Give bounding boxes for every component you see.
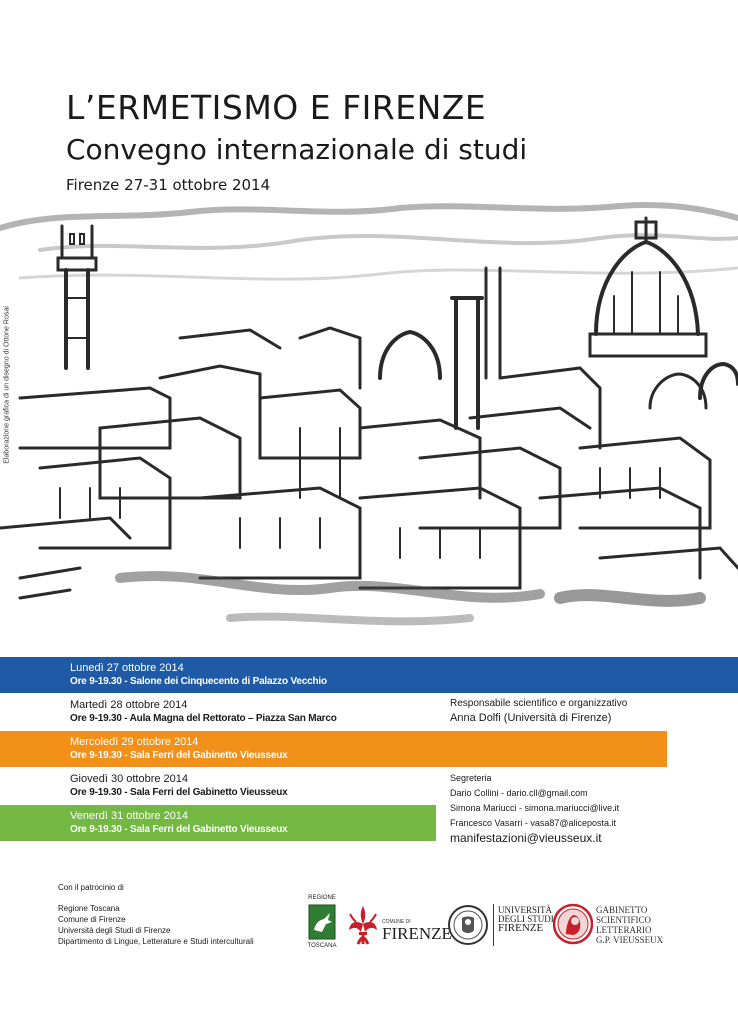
unifi-text-2: DEGLI STUDI	[498, 914, 554, 924]
program-day-5	[0, 805, 436, 841]
comune-logo-big-text: FIRENZE	[382, 924, 452, 943]
program-day-4-date: Giovedì 30 ottobre 2014	[70, 773, 189, 785]
florence-sketch-illustration	[0, 198, 738, 653]
unifi-logo-text	[498, 906, 554, 933]
program-day-2	[0, 694, 436, 730]
segreteria-contact: Francesco Vasarri - vasa87@aliceposta.it	[450, 818, 617, 828]
gab-text-4: G.P. VIEUSSEUX	[596, 935, 664, 945]
unifi-text-1: UNIVERSITÀ	[498, 905, 552, 915]
program-day-5-date: Venerdì 31 ottobre 2014	[70, 810, 189, 822]
segreteria-block	[450, 771, 619, 831]
program-day-3-date: Mercoledì 29 ottobre 2014	[70, 736, 199, 748]
responsabile-label: Responsabile scientifico e organizzativo	[450, 698, 628, 709]
program-day-4	[0, 768, 436, 804]
gabinetto-vieusseux-logo	[553, 900, 673, 950]
unifi-divider	[493, 904, 495, 946]
comune-firenze-logo	[346, 902, 452, 950]
contact-email[interactable]: manifestazioni@vieusseux.it	[450, 831, 602, 845]
patrocinio-block	[58, 882, 254, 947]
program-day-5-place: Ore 9-19.30 - Sala Ferri del Gabinetto Vieusseux	[70, 824, 288, 835]
program-day-1	[0, 657, 738, 693]
program-day-1-place: Ore 9-19.30 - Salone dei Cinquecento di Palazzo Vecchio	[70, 676, 327, 687]
poster-title: L’ERMETISMO E FIRENZE	[66, 88, 487, 127]
responsabile-name: Anna Dolfi (Università di Firenze)	[450, 712, 612, 724]
program-day-4-place: Ore 9-19.30 - Sala Ferri del Gabinetto Vieusseux	[70, 787, 288, 798]
vieusseux-portrait-icon	[553, 902, 593, 946]
unifi-seal-icon	[446, 904, 490, 946]
program-day-3	[0, 731, 667, 767]
illustration-credit-text: Elaborazione grafica di un disegno di Ottone Rosai	[3, 306, 11, 464]
program-day-3-place: Ore 9-19.30 - Sala Ferri del Gabinetto Vieusseux	[70, 750, 288, 761]
patrocinio-entity: Comune di Firenze	[58, 915, 126, 924]
gab-text-3: LETTERARIO	[596, 925, 652, 935]
gab-text-1: GABINETTO	[596, 905, 648, 915]
segreteria-contact: Simona Mariucci - simona.mariucci@live.it	[450, 803, 620, 813]
patrocinio-label: Con il patrocinio di	[58, 883, 124, 892]
gabinetto-logo-text	[596, 905, 663, 945]
giglio-icon	[346, 904, 380, 948]
illustration-credit	[0, 295, 14, 475]
segreteria-label: Segreteria	[450, 773, 492, 783]
comune-logo-small-text: COMUNE DI	[382, 919, 411, 925]
segreteria-contact: Dario Collini - dario.cll@gmail.com	[450, 788, 588, 798]
unifi-logo	[446, 902, 554, 948]
patrocinio-entity: Dipartimento di Lingue, Letterature e Studi interculturali	[58, 937, 254, 946]
poster-subtitle: Convegno internazionale di studi	[66, 133, 528, 166]
regione-toscana-logo	[303, 895, 341, 953]
unifi-text-3: FIRENZE	[498, 922, 544, 934]
regione-logo-top-text: REGIONE	[308, 895, 336, 901]
patrocinio-entity: Regione Toscana	[58, 904, 120, 913]
poster-dates: Firenze 27-31 ottobre 2014	[66, 176, 271, 194]
responsabile-block	[450, 697, 627, 725]
program-day-2-date: Martedì 28 ottobre 2014	[70, 699, 188, 711]
regione-logo-bottom-text: TOSCANA	[307, 943, 337, 949]
pegasus-icon	[308, 904, 336, 940]
patrocinio-entity: Università degli Studi di Firenze	[58, 926, 171, 935]
program-day-2-place: Ore 9-19.30 - Aula Magna del Rettorato – Piazza San Marco	[70, 713, 337, 724]
program-day-1-date: Lunedì 27 ottobre 2014	[70, 662, 184, 674]
gab-text-2: SCIENTIFICO	[596, 915, 652, 925]
